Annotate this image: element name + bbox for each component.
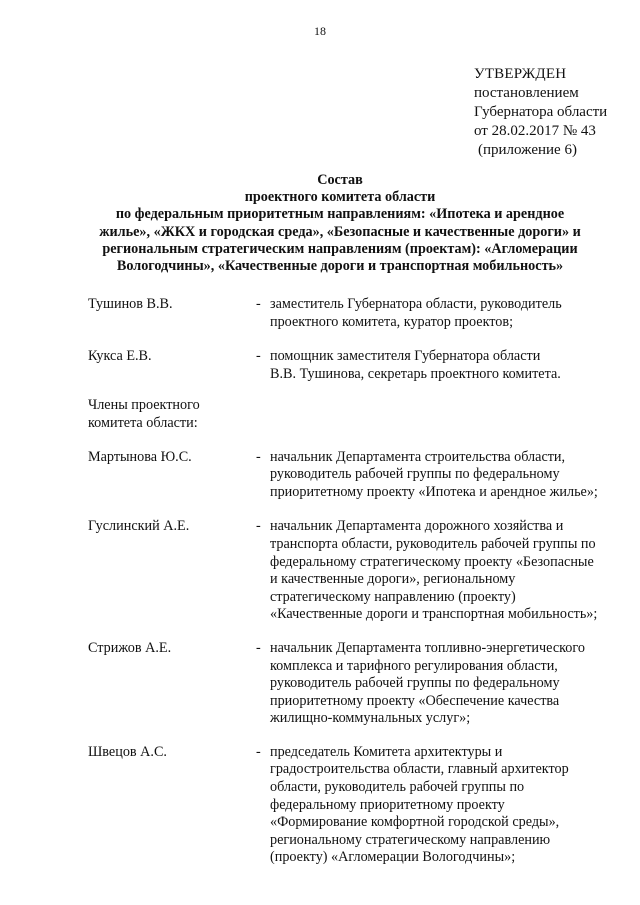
approval-appendix: (приложение 6) xyxy=(478,142,577,158)
role-line: руководитель рабочей группы по федеральному xyxy=(270,675,560,692)
member-role xyxy=(270,348,630,383)
member-role xyxy=(270,296,630,331)
member-role xyxy=(270,449,630,502)
member-dash: - xyxy=(256,639,261,656)
member-dash: - xyxy=(256,743,261,760)
role-line: В.В. Тушинова, секретарь проектного комитета. xyxy=(270,365,561,382)
role-line: федеральному стратегическому проекту «Безопасные xyxy=(270,553,594,570)
member-row xyxy=(88,640,628,728)
approval-date: от 28.02.2017 № 43 xyxy=(474,123,596,139)
role-line: стратегическому направлению (проекту) xyxy=(270,588,516,605)
role-line: области, руководитель рабочей группы по xyxy=(270,779,525,796)
heading-line: проектного комитета области xyxy=(244,189,436,206)
heading-line: жилье», «ЖКХ и городская среда», «Безопасные и качественные дороги» и xyxy=(99,223,581,240)
member-name: Стрижов А.Е. xyxy=(88,639,172,656)
role-line: начальник Департамента топливно-энергетического xyxy=(270,639,585,656)
approval-line: постановлением xyxy=(474,85,579,101)
page-number: 18 xyxy=(314,24,326,38)
member-name: Тушинов В.В. xyxy=(88,296,173,312)
member-dash: - xyxy=(256,296,261,312)
heading-line: по федеральным приоритетным направлениям: «Ипотека и арендное xyxy=(115,206,565,223)
role-line: приоритетному проекту «Ипотека и арендное жилье»; xyxy=(270,483,598,500)
role-line: начальник Департамента дорожного хозяйства и xyxy=(270,518,564,535)
member-row xyxy=(88,348,628,383)
role-line: федеральному приоритетному проекту xyxy=(270,796,505,813)
member-name: Кукса Е.В. xyxy=(88,348,152,365)
committee-composition xyxy=(88,296,628,867)
role-line: приоритетному проекту «Обеспечение качества xyxy=(270,692,560,709)
member-role xyxy=(270,640,630,728)
member-dash: - xyxy=(256,518,261,535)
role-line: начальник Департамента строительства области, xyxy=(270,448,566,465)
role-line: и качественные дороги», региональному xyxy=(270,571,516,588)
members-label-line: Члены проектного xyxy=(88,397,200,414)
member-row xyxy=(88,744,628,867)
members-label-line: комитета области: xyxy=(88,414,198,431)
role-line: заместитель Губернатора области, руководитель xyxy=(270,296,562,312)
document-heading xyxy=(80,172,600,275)
member-row xyxy=(88,296,628,331)
role-line: председатель Комитета архитектуры и xyxy=(270,743,503,760)
role-line: градостроительства области, главный архитектор xyxy=(270,761,569,778)
member-dash: - xyxy=(256,348,261,365)
members-label xyxy=(88,397,628,432)
role-line: проектного комитета, куратор проектов; xyxy=(270,313,514,330)
member-name: Швецов А.С. xyxy=(88,743,167,760)
heading-line: Вологодчины», «Качественные дороги и транспортная мобильность» xyxy=(116,258,564,275)
member-role xyxy=(270,518,630,624)
role-line: жилищно-коммунальных услуг»; xyxy=(270,710,471,727)
role-line: руководитель рабочей группы по федеральному xyxy=(270,466,560,483)
member-row xyxy=(88,518,628,624)
role-line: помощник заместителя Губернатора области xyxy=(270,348,541,365)
role-line: «Формирование комфортной городской среды», xyxy=(270,814,560,831)
heading-title: Состав xyxy=(317,172,363,188)
heading-line: региональным стратегическим направлениям (проектам): «Агломерации xyxy=(102,240,578,257)
role-line: «Качественные дороги и транспортная мобильность»; xyxy=(270,606,598,623)
approval-stamp xyxy=(474,65,607,160)
role-line: комплекса и тарифного регулирования области, xyxy=(270,657,558,674)
approval-title: УТВЕРЖДЕН xyxy=(474,66,567,82)
member-dash: - xyxy=(256,448,261,465)
role-line: транспорта области, руководитель рабочей группы по xyxy=(270,535,596,552)
member-name: Мартынова Ю.С. xyxy=(88,448,192,465)
member-name: Гуслинский А.Е. xyxy=(88,518,190,535)
member-role xyxy=(270,744,630,867)
role-line: (проекту) «Агломерации Вологодчины»; xyxy=(270,849,516,866)
member-row xyxy=(88,449,628,502)
approval-line: Губернатора области xyxy=(474,104,608,120)
role-line: региональному стратегическому направлению xyxy=(270,831,551,848)
